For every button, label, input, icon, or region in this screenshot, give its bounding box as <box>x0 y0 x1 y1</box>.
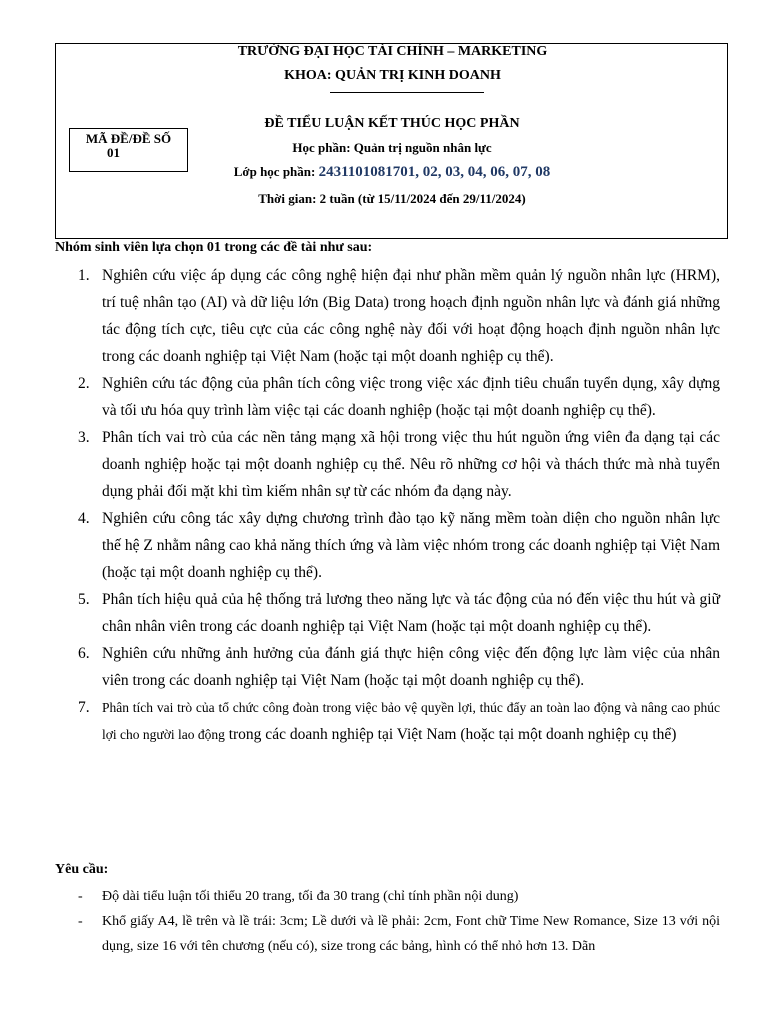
intro-text: Nhóm sinh viên lựa chọn 01 trong các đề tài như sau: <box>55 240 373 255</box>
faculty-name: KHOA: QUẢN TRỊ KINH DOANH <box>284 68 501 83</box>
requirement-text: Độ dài tiểu luận tối thiểu 20 trang, tối đa 30 trang (chỉ tính phần nội dung) <box>102 889 519 904</box>
list-item <box>55 424 720 505</box>
list-item <box>55 370 720 424</box>
topic-text: Phân tích hiệu quả của hệ thống trả lương theo năng lực và tác động của nó đến việc thu hút và giữ chân nhân viên trong các doanh nghiệp tại Việt Nam (hoặc tại một doanh nghiệp cụ thể). <box>102 591 720 635</box>
class-line <box>112 164 672 181</box>
list-item <box>55 640 720 694</box>
exam-title: ĐỀ TIỂU LUẬN KẾT THÚC HỌC PHẦN <box>264 116 520 131</box>
list-item <box>55 262 720 370</box>
course-name: Học phần: Quản trị nguồn nhân lực <box>292 140 492 155</box>
topic-list <box>55 262 720 748</box>
requirements-list <box>55 884 720 959</box>
requirements-title: Yêu cầu: <box>55 862 109 877</box>
topic-number: 5. <box>78 591 90 608</box>
bullet-dash: - <box>78 914 83 929</box>
list-item <box>55 505 720 586</box>
exam-header-box <box>55 43 728 239</box>
exam-code-label: MÃ ĐỀ/ĐỀ SỐ <box>85 131 172 146</box>
bullet-dash: - <box>78 889 83 904</box>
list-item <box>55 884 720 909</box>
topic-text: Nghiên cứu những ảnh hưởng của đánh giá thực hiện công việc đến động lực làm việc của nhân viên trong các doanh nghiệp tại Việt Nam (hoặc tại một doanh nghiệp cụ thể). <box>102 645 720 689</box>
requirement-text: Khổ giấy A4, lề trên và lề trái: 3cm; Lề dưới và lề phải: 2cm, Font chữ Time New Romance, Size 13 với nội dụng, size 16 với tên chương (nếu có), size trong các bảng, hình có thể nhỏ hơn 13. Dãn <box>102 914 720 954</box>
topic-text: Nghiên cứu tác động của phân tích công việc trong việc xác định tiêu chuẩn tuyển dụng, xây dựng và tối ưu hóa quy trình làm việc tại các doanh nghiệp (hoặc tại một doanh nghiệp cụ thể). <box>102 375 720 419</box>
class-codes: 2431101081701, 02, 03, 04, 06, 07, 08 <box>318 164 551 180</box>
topic-number: 4. <box>78 510 90 527</box>
list-item <box>55 586 720 640</box>
topic-text: Nghiên cứu công tác xây dựng chương trình đào tạo kỹ năng mềm toàn diện cho nguồn nhân lực thế hệ Z nhằm nâng cao khả năng thích ứng và làm việc nhóm trong các doanh nghiệp tại Việt Nam (hoặc tại một doanh nghiệp cụ thể). <box>102 510 720 581</box>
school-name: TRƯỜNG ĐẠI HỌC TÀI CHÍNH – MARKETING <box>237 44 548 59</box>
exam-code-number: 01 <box>107 145 120 160</box>
header-underline <box>330 92 484 93</box>
topic-text: Phân tích vai trò của tổ chức công đoàn trong việc bảo vệ quyền lợi, thúc đẩy an toàn lao động và nâng cao phúc lợi cho người lao động <box>102 700 720 742</box>
topic-number: 1. <box>78 267 90 284</box>
topic-number: 6. <box>78 645 90 662</box>
list-item <box>55 909 720 959</box>
topic-text: Phân tích vai trò của các nền tảng mạng xã hội trong việc thu hút nguồn ứng viên đa dạng tại các doanh nghiệp hoặc tại một doanh nghiệp cụ thể. Nêu rõ những cơ hội và thách thức mà nhà tuyển dụng phải đối mặt khi tìm kiếm nhân sự từ các nhóm đa dạng này. <box>102 429 720 500</box>
topic-text: Nghiên cứu việc áp dụng các công nghệ hiện đại như phần mềm quản lý nguồn nhân lực (HRM), trí tuệ nhân tạo (AI) và dữ liệu lớn (Big Data) trong hoạch định nguồn nhân lực và đánh giá những tác động tích cực, tiêu cực của các công nghệ này đối với hoạt động hoạch định nguồn nhân lực trong các doanh nghiệp tại Việt Nam (hoặc tại một doanh nghiệp cụ thể). <box>102 267 720 365</box>
exam-time: Thời gian: 2 tuần (từ 15/11/2024 đến 29/11/2024) <box>258 191 526 206</box>
topic-number: 7. <box>78 699 90 716</box>
topic-text-rest: trong các doanh nghiệp tại Việt Nam (hoặc tại một doanh nghiệp cụ thể) <box>224 726 677 743</box>
topic-number: 2. <box>78 375 90 392</box>
class-label: Lớp học phần: <box>233 164 316 179</box>
list-item <box>55 694 720 748</box>
topic-number: 3. <box>78 429 90 446</box>
